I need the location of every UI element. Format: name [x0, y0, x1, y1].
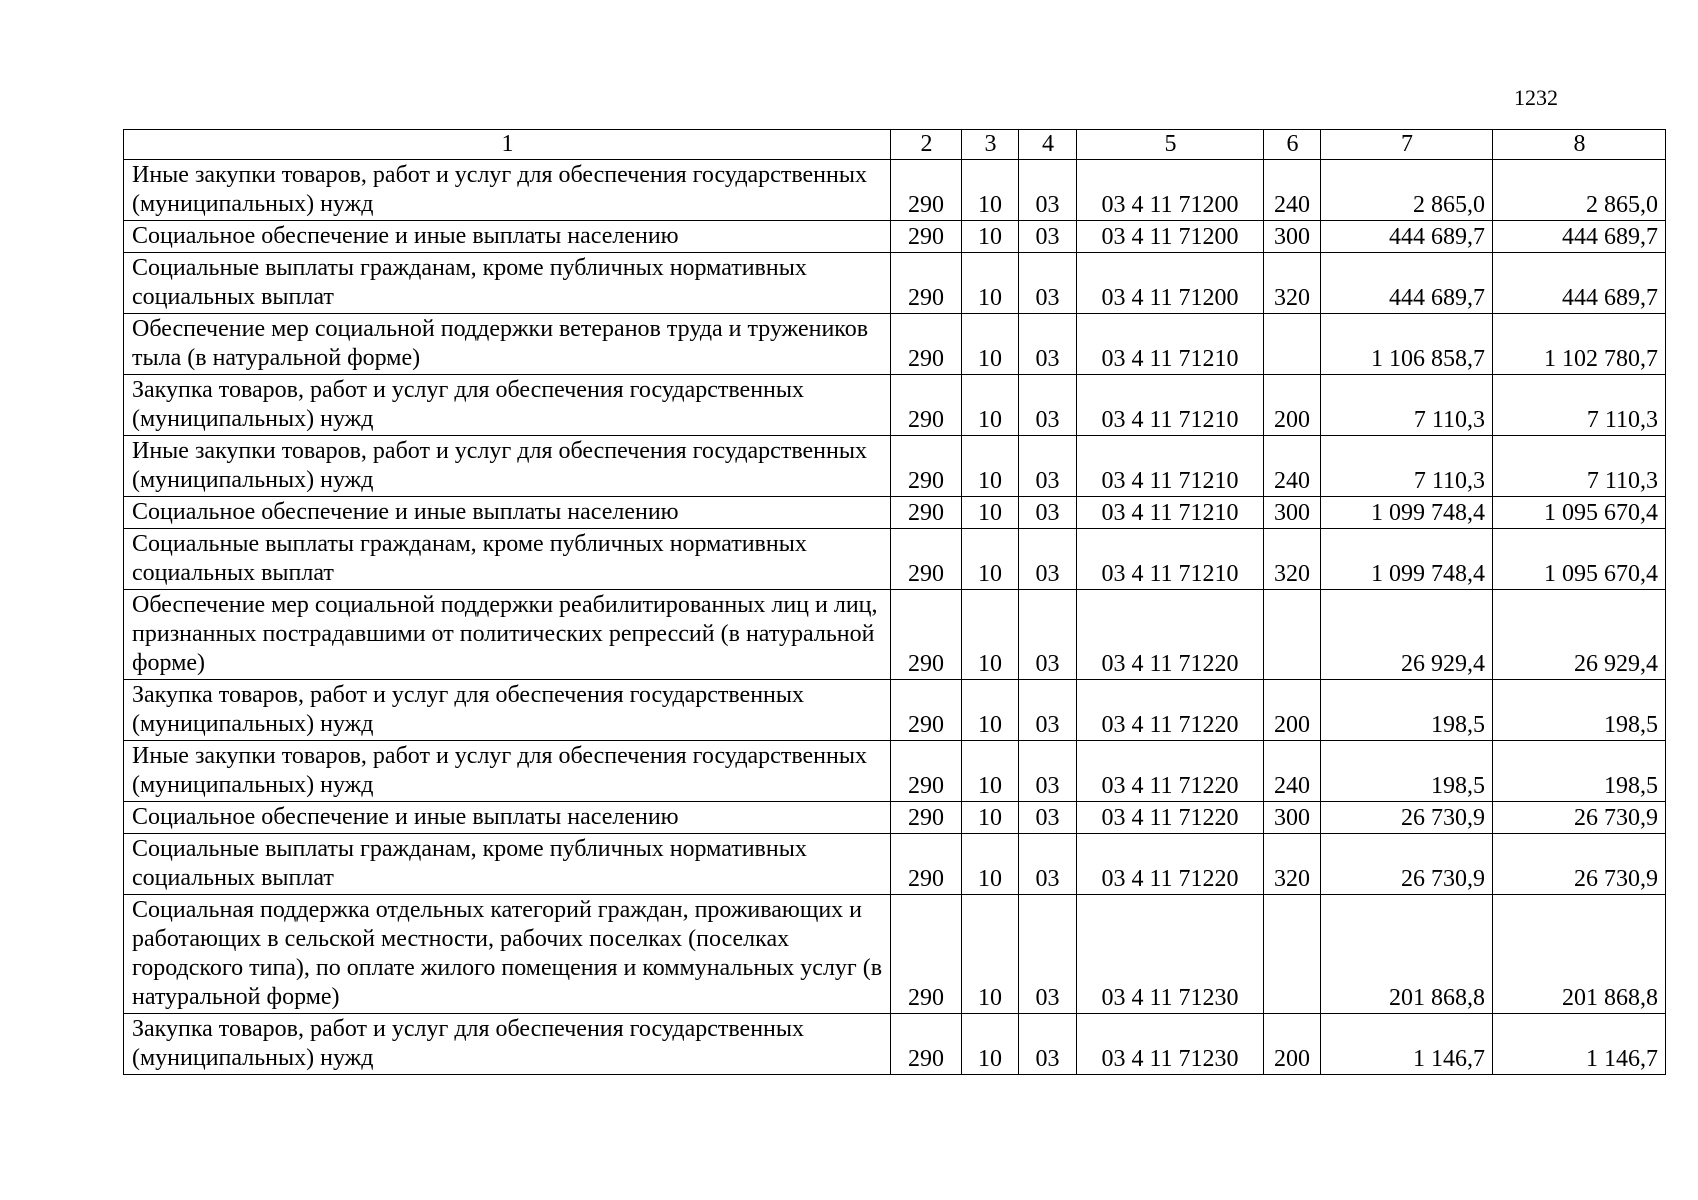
- table-row: [124, 529, 1666, 590]
- cell-col-2: 290: [891, 1014, 962, 1075]
- cell-col-8: 2 865,0: [1493, 160, 1666, 221]
- cell-col-3: 10: [962, 160, 1019, 221]
- cell-col-4: 03: [1019, 497, 1077, 529]
- cell-col-6: 240: [1264, 160, 1321, 221]
- cell-col-5: 03 4 11 71220: [1077, 741, 1264, 802]
- cell-col-7: 26 730,9: [1321, 802, 1493, 834]
- cell-col-8: 198,5: [1493, 680, 1666, 741]
- cell-col-8: 444 689,7: [1493, 221, 1666, 253]
- cell-col-7: 444 689,7: [1321, 221, 1493, 253]
- column-header: 1: [124, 130, 891, 160]
- cell-col-3: 10: [962, 529, 1019, 590]
- cell-col-4: 03: [1019, 221, 1077, 253]
- table-row: [124, 834, 1666, 895]
- cell-col-6: 320: [1264, 529, 1321, 590]
- table-row: [124, 160, 1666, 221]
- cell-col-8: 7 110,3: [1493, 375, 1666, 436]
- cell-col-2: 290: [891, 529, 962, 590]
- table-row: [124, 314, 1666, 375]
- cell-col-7: 444 689,7: [1321, 253, 1493, 314]
- cell-col-4: 03: [1019, 1014, 1077, 1075]
- cell-name: Обеспечение мер социальной поддержки ветеранов труда и тружеников тыла (в натуральной форме): [124, 314, 891, 375]
- cell-col-3: 10: [962, 221, 1019, 253]
- cell-col-3: 10: [962, 314, 1019, 375]
- cell-col-2: 290: [891, 314, 962, 375]
- cell-name: Социальные выплаты гражданам, кроме публичных нормативных социальных выплат: [124, 529, 891, 590]
- table-row: [124, 436, 1666, 497]
- budget-table: [123, 129, 1666, 1075]
- table-row: [124, 253, 1666, 314]
- cell-col-2: 290: [891, 497, 962, 529]
- cell-col-4: 03: [1019, 680, 1077, 741]
- cell-col-4: 03: [1019, 436, 1077, 497]
- cell-col-7: 201 868,8: [1321, 895, 1493, 1014]
- cell-name: Закупка товаров, работ и услуг для обеспечения государственных (муниципальных) нужд: [124, 680, 891, 741]
- cell-col-6: 240: [1264, 436, 1321, 497]
- cell-col-4: 03: [1019, 314, 1077, 375]
- cell-col-3: 10: [962, 680, 1019, 741]
- cell-col-8: 198,5: [1493, 741, 1666, 802]
- cell-col-3: 10: [962, 590, 1019, 680]
- table-row: [124, 497, 1666, 529]
- cell-col-2: 290: [891, 160, 962, 221]
- cell-col-7: 1 099 748,4: [1321, 529, 1493, 590]
- cell-col-5: 03 4 11 71210: [1077, 375, 1264, 436]
- cell-col-4: 03: [1019, 895, 1077, 1014]
- column-header: 3: [962, 130, 1019, 160]
- cell-col-5: 03 4 11 71220: [1077, 590, 1264, 680]
- cell-col-6: 300: [1264, 802, 1321, 834]
- cell-col-4: 03: [1019, 590, 1077, 680]
- table-row: [124, 802, 1666, 834]
- cell-col-8: 26 730,9: [1493, 802, 1666, 834]
- cell-col-6: 300: [1264, 497, 1321, 529]
- table-row: [124, 375, 1666, 436]
- cell-col-4: 03: [1019, 529, 1077, 590]
- table-row: [124, 590, 1666, 680]
- cell-col-5: 03 4 11 71210: [1077, 314, 1264, 375]
- cell-col-7: 7 110,3: [1321, 436, 1493, 497]
- cell-col-4: 03: [1019, 160, 1077, 221]
- column-header: 8: [1493, 130, 1666, 160]
- cell-col-5: 03 4 11 71220: [1077, 834, 1264, 895]
- cell-col-6: 200: [1264, 1014, 1321, 1075]
- cell-col-2: 290: [891, 741, 962, 802]
- cell-col-5: 03 4 11 71210: [1077, 436, 1264, 497]
- cell-col-5: 03 4 11 71220: [1077, 680, 1264, 741]
- cell-col-6: 320: [1264, 834, 1321, 895]
- cell-col-3: 10: [962, 895, 1019, 1014]
- cell-col-5: 03 4 11 71200: [1077, 160, 1264, 221]
- cell-col-7: 1 146,7: [1321, 1014, 1493, 1075]
- cell-col-7: 1 106 858,7: [1321, 314, 1493, 375]
- cell-name: Иные закупки товаров, работ и услуг для обеспечения государственных (муниципальных) нужд: [124, 160, 891, 221]
- cell-col-2: 290: [891, 802, 962, 834]
- cell-col-6: 320: [1264, 253, 1321, 314]
- cell-name: Иные закупки товаров, работ и услуг для обеспечения государственных (муниципальных) нужд: [124, 436, 891, 497]
- table-row: [124, 680, 1666, 741]
- cell-col-4: 03: [1019, 375, 1077, 436]
- cell-name: Социальная поддержка отдельных категорий граждан, проживающих и работающих в сельской местности, рабочих поселках (поселках городского типа), по оплате жилого помещения и коммунальных услуг (в натуральной форме): [124, 895, 891, 1014]
- cell-col-7: 2 865,0: [1321, 160, 1493, 221]
- cell-col-7: 26 730,9: [1321, 834, 1493, 895]
- cell-col-6: [1264, 314, 1321, 375]
- cell-col-8: 1 095 670,4: [1493, 497, 1666, 529]
- cell-col-2: 290: [891, 221, 962, 253]
- cell-col-5: 03 4 11 71200: [1077, 253, 1264, 314]
- cell-col-2: 290: [891, 253, 962, 314]
- cell-name: Социальное обеспечение и иные выплаты населению: [124, 221, 891, 253]
- column-header: 2: [891, 130, 962, 160]
- cell-col-2: 290: [891, 375, 962, 436]
- cell-col-3: 10: [962, 834, 1019, 895]
- cell-col-7: 198,5: [1321, 741, 1493, 802]
- cell-col-5: 03 4 11 71220: [1077, 802, 1264, 834]
- cell-col-3: 10: [962, 1014, 1019, 1075]
- cell-col-6: 300: [1264, 221, 1321, 253]
- cell-col-6: 200: [1264, 680, 1321, 741]
- cell-col-7: 7 110,3: [1321, 375, 1493, 436]
- table-row: [124, 1014, 1666, 1075]
- cell-col-2: 290: [891, 436, 962, 497]
- cell-col-6: [1264, 895, 1321, 1014]
- cell-col-6: 240: [1264, 741, 1321, 802]
- cell-col-8: 26 730,9: [1493, 834, 1666, 895]
- cell-col-2: 290: [891, 895, 962, 1014]
- column-header: 4: [1019, 130, 1077, 160]
- cell-col-5: 03 4 11 71210: [1077, 497, 1264, 529]
- cell-col-3: 10: [962, 802, 1019, 834]
- table-row: [124, 221, 1666, 253]
- cell-col-7: 1 099 748,4: [1321, 497, 1493, 529]
- cell-col-4: 03: [1019, 834, 1077, 895]
- cell-col-3: 10: [962, 253, 1019, 314]
- column-header: 7: [1321, 130, 1493, 160]
- cell-col-8: 444 689,7: [1493, 253, 1666, 314]
- cell-col-4: 03: [1019, 802, 1077, 834]
- cell-col-7: 198,5: [1321, 680, 1493, 741]
- cell-name: Социальное обеспечение и иные выплаты населению: [124, 497, 891, 529]
- cell-col-3: 10: [962, 497, 1019, 529]
- cell-name: Иные закупки товаров, работ и услуг для обеспечения государственных (муниципальных) нужд: [124, 741, 891, 802]
- cell-col-2: 290: [891, 590, 962, 680]
- cell-col-5: 03 4 11 71200: [1077, 221, 1264, 253]
- cell-col-8: 201 868,8: [1493, 895, 1666, 1014]
- page-number: 1232: [1514, 85, 1558, 110]
- table-body: [124, 160, 1666, 1075]
- cell-col-5: 03 4 11 71230: [1077, 895, 1264, 1014]
- cell-col-2: 290: [891, 834, 962, 895]
- cell-name: Закупка товаров, работ и услуг для обеспечения государственных (муниципальных) нужд: [124, 1014, 891, 1075]
- cell-col-3: 10: [962, 375, 1019, 436]
- cell-col-5: 03 4 11 71230: [1077, 1014, 1264, 1075]
- cell-col-5: 03 4 11 71210: [1077, 529, 1264, 590]
- cell-col-3: 10: [962, 436, 1019, 497]
- cell-col-2: 290: [891, 680, 962, 741]
- cell-name: Обеспечение мер социальной поддержки реабилитированных лиц и лиц, признанных пострадавшими от политических репрессий (в натуральной форме): [124, 590, 891, 680]
- cell-name: Социальные выплаты гражданам, кроме публичных нормативных социальных выплат: [124, 253, 891, 314]
- cell-col-4: 03: [1019, 253, 1077, 314]
- table-row: [124, 741, 1666, 802]
- cell-col-6: 200: [1264, 375, 1321, 436]
- cell-col-8: 1 102 780,7: [1493, 314, 1666, 375]
- cell-col-4: 03: [1019, 741, 1077, 802]
- cell-name: Социальное обеспечение и иные выплаты населению: [124, 802, 891, 834]
- cell-name: Закупка товаров, работ и услуг для обеспечения государственных (муниципальных) нужд: [124, 375, 891, 436]
- cell-col-8: 1 095 670,4: [1493, 529, 1666, 590]
- cell-col-8: 26 929,4: [1493, 590, 1666, 680]
- column-header: 5: [1077, 130, 1264, 160]
- cell-col-7: 26 929,4: [1321, 590, 1493, 680]
- column-header: 6: [1264, 130, 1321, 160]
- table-row: [124, 895, 1666, 1014]
- cell-col-3: 10: [962, 741, 1019, 802]
- cell-name: Социальные выплаты гражданам, кроме публичных нормативных социальных выплат: [124, 834, 891, 895]
- table-header-row: [124, 130, 1666, 160]
- cell-col-6: [1264, 590, 1321, 680]
- cell-col-8: 1 146,7: [1493, 1014, 1666, 1075]
- cell-col-8: 7 110,3: [1493, 436, 1666, 497]
